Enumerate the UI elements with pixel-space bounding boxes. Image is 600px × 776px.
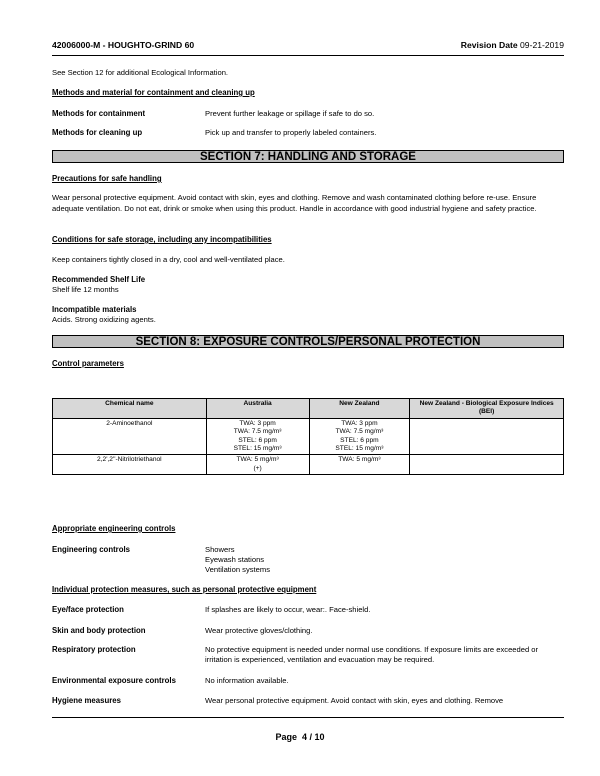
cleaning-label: Methods for cleaning up [52, 128, 143, 137]
hygiene-measures-label: Hygiene measures [52, 696, 121, 705]
exposure-limits-table [52, 398, 564, 475]
limit-line: (+) [253, 464, 262, 472]
limit-line: STEL: 6 ppm [340, 436, 379, 444]
skin-protection-label: Skin and body protection [52, 626, 146, 635]
containment-value: Prevent further leakage or spillage if safe to do so. [205, 109, 375, 118]
limit-line: TWA: 5 mg/m³ [236, 456, 279, 464]
bei-cell [410, 455, 564, 475]
control-parameters-heading: Control parameters [52, 359, 124, 368]
engineering-value: Eyewash stations [205, 555, 265, 565]
respiratory-protection-value: No protective equipment is needed under normal use conditions. If exposure limits are exceeded or irritation is experienced, ventilation and evacuation may be required. [205, 645, 539, 665]
incompatible-heading: Incompatible materials [52, 305, 137, 314]
page-label: Page [275, 732, 297, 742]
environmental-controls-value: No information available. [205, 676, 289, 685]
containment-label: Methods for containment [52, 109, 146, 118]
product-header: 42006000-M - HOUGHTO-GRIND 60 [52, 40, 195, 50]
table-header-row [53, 399, 564, 419]
containment-heading: Methods and material for containment and cleaning up [52, 88, 255, 97]
storage-heading: Conditions for safe storage, including any incompatibilities [52, 235, 272, 244]
limit-line: TWA: 7.5 mg/m³ [335, 428, 384, 436]
section8-title: SECTION 8: EXPOSURE CONTROLS/PERSONAL PROTECTION [52, 335, 564, 348]
column-header: Chemical name [53, 399, 207, 419]
limit-line: STEL: 6 ppm [238, 436, 277, 444]
revision-label: Revision Date [460, 40, 518, 50]
table-row [53, 455, 564, 475]
environmental-controls-label: Environmental exposure controls [52, 676, 176, 685]
bei-cell [410, 418, 564, 455]
shelf-life-text: Shelf life 12 months [52, 285, 119, 294]
column-header: New Zealand [309, 399, 410, 419]
ecological-note: See Section 12 for additional Ecological Information. [52, 68, 229, 77]
eye-protection-label: Eye/face protection [52, 605, 124, 614]
page-number: 4 / 10 [302, 732, 325, 742]
skin-protection-value: Wear protective gloves/clothing. [205, 626, 313, 635]
hygiene-measures-value: Wear personal protective equipment. Avoid contact with skin, eyes and clothing. Remove [205, 696, 504, 705]
revision-block [461, 40, 564, 50]
limit-line: TWA: 3 ppm [239, 419, 276, 427]
engineering-values [205, 545, 565, 576]
storage-text: Keep containers tightly closed in a dry, cool and well-ventilated place. [52, 255, 285, 264]
shelf-life-heading: Recommended Shelf Life [52, 275, 146, 284]
chemical-name-cell: 2,2',2''-Nitrilotriethanol [53, 455, 207, 475]
header-divider [52, 55, 564, 56]
engineering-label: Engineering controls [52, 545, 130, 554]
engineering-heading: Appropriate engineering controls [52, 524, 176, 533]
limit-line: TWA: 3 ppm [341, 419, 378, 427]
chemical-name-cell: 2-Aminoethanol [53, 418, 207, 455]
footer-divider [52, 717, 564, 718]
australia-cell [206, 418, 309, 455]
incompatible-text: Acids. Strong oxidizing agents. [52, 315, 156, 324]
precautions-text: Wear personal protective equipment. Avoid contact with skin, eyes and clothing. Remove and wash contaminated clothing before re-use. Ensure adequate ventilation. Do not eat, drink or smoke when using this product. Handle in accordance with good industrial hygiene and safety practice. [52, 193, 537, 213]
eye-protection-value: If splashes are likely to occur, wear:. Face-shield. [205, 605, 371, 614]
individual-protection-heading: Individual protection measures, such as personal protective equipment [52, 585, 317, 594]
new-zealand-cell [309, 418, 410, 455]
limit-line: TWA: 7.5 mg/m³ [233, 428, 282, 436]
new-zealand-cell [309, 455, 410, 475]
limit-line: STEL: 15 mg/m³ [335, 445, 384, 453]
revision-date: 09-21-2019 [520, 40, 564, 50]
respiratory-protection-label: Respiratory protection [52, 645, 136, 654]
limit-line: STEL: 15 mg/m³ [233, 445, 282, 453]
australia-cell [206, 455, 309, 475]
column-header: New Zealand - Biological Exposure Indices (BEI) [410, 399, 564, 419]
column-header: Australia [206, 399, 309, 419]
table-row [53, 418, 564, 455]
engineering-value: Showers [205, 545, 235, 554]
limit-line: TWA: 5 mg/m³ [338, 456, 381, 464]
cleaning-value: Pick up and transfer to properly labeled containers. [205, 128, 377, 137]
precautions-heading: Precautions for safe handling [52, 174, 162, 183]
page-indicator [0, 732, 600, 742]
engineering-value: Ventilation systems [205, 565, 270, 575]
section7-title: SECTION 7: HANDLING AND STORAGE [52, 150, 564, 163]
